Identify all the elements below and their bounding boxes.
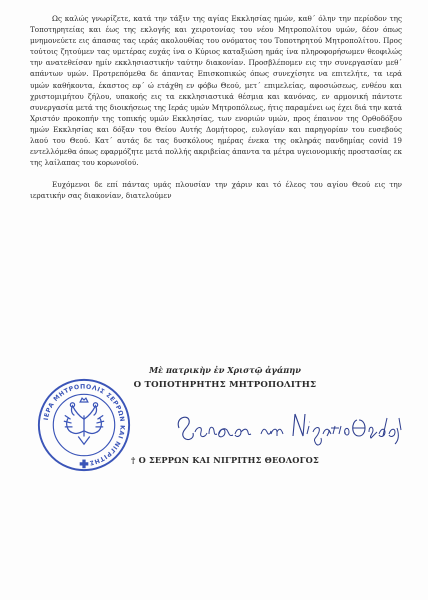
double-headed-eagle-icon [64, 398, 104, 444]
seal-ring-text: ΙΕΡΑ ΜΗΤΡΟΠΟΛΙΣ ΣΕΡΡΩΝ ΚΑΙ ΝΙΓΡΙΤΗΣ [42, 383, 126, 467]
signatory-name: † Ο ΣΕΡΡΩΝ ΚΑΙ ΝΙΓΡΙΤΗΣ ΘΕΟΛΟΓΟΣ [131, 455, 319, 465]
metropolis-seal [36, 377, 132, 473]
closing-greeting: Μὲ πατρικὴν ἐν Χριστῷ ἀγάπην [149, 365, 301, 375]
body-paragraph-1: Ως καλώς γνωρίζετε, κατά την τάξιν της αγίας Εκκλησίας ημών, καθ΄ όλην την περίοδον της Τοποτηρητείας και έως της εκλογής και χειροτονίας του νέου Μητροπολίτου υμών, δέον όπως μνημονεύετε εις άπασας τας ιεράς ακολουθίας του ονόματος του Τοποτηρητού Μητροπολίτου. Προς τούτοις ζητούμεν τας υμετέρας ευχάς ίνα ο Κύριος καταξιώση ημάς ίνα πληροφορήσωμεν θεοφιλώς την ανατεθείσαν ημίν εκκλησιαστικήν ταύτην διακονίαν. Προσβλέπομεν εις την συνεργασίαν μεθ΄ απάντων υμών. Προτρεπόμεθα δε άπαντας Επισκοπικώς όπως συνεχίσητε να επιτελήτε, τα ιερά υμών καθήκοντα, έκαστος εφ΄ ώ ετάχθη εν φόβω Θεού, μετ΄ επιμελείας, αφοσιώσεως, ενθέου και χριστομιμήτου ζήλου, υπακοής εις τα εκκλησιαστικά θέσμια και κανόνας, εν αρμονική πάντοτε συνεργασία μετά της διοικήσεως της Ιεράς υμών Μητροπόλεως, ήτις παραμένει ως έχει διά την κατά Χριστόν προκοπήν της τοπικής υμών Εκκλησίας, των ενοριών υμών, προς έπαινον της Ορθοδόξου ημών Εκκλησίας και δόξαν του Θείου Αυτής Δομήτορος, ευλογίαν και παρηγορίαν του ευσεβούς λαού του Θεού. Κατ΄ αυτάς δε τας δυσκόλους ημέρας ένεκα της οκληράς πανδημίας covid 19 εντελλόμεθα όπως εφαρμόζητε μετά πολλής ακριβείας άπαντα τα μέτρα υγειονομικής προστασίας εκ της λαίλαπας του κορωνοϊού. [30, 14, 402, 168]
signatory-title: Ο ΤΟΠΟΤΗΡΗΤΗΣ ΜΗΤΡΟΠΟΛΙΤΗΣ [133, 380, 317, 390]
handwritten-signature [173, 400, 403, 460]
seal-stamp-icon [36, 377, 132, 473]
body-paragraph-2: Ευχόμενοι δε επί πάντας υμάς πλουσίαν την χάριν και τό έλεος του αγίου Θεού εις την ιερατικήν σας διακονίαν, διατελούμεν [30, 180, 402, 201]
seal-cross-icon [80, 460, 89, 469]
handwritten-signature-drawing [173, 400, 403, 460]
